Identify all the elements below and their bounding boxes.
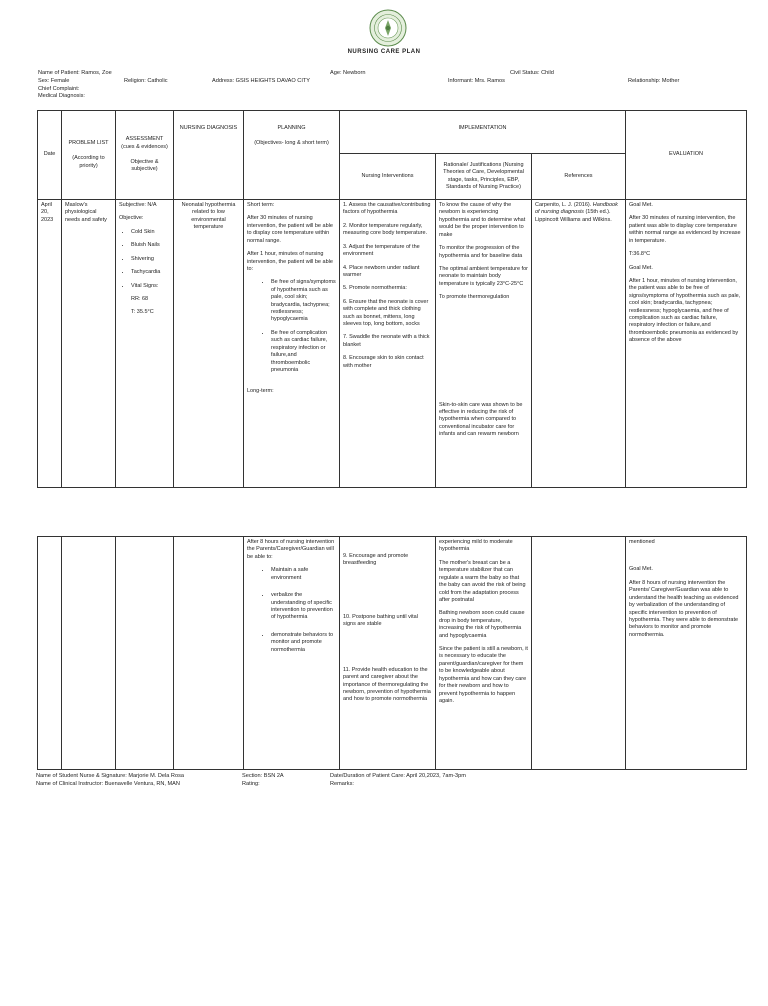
cell-diagnosis: Neonatal hypothermia related to low environmental temperature [174,200,244,488]
cell-evaluation: Goal Met. After 30 minutes of nursing intervention, the patient was able to display core temperature within normal range as evidenced by increase in temperature. T:36.8°C Goal Met. After 1 hour, minutes of nursing intervention, the patient was able to be free of signs/symptoms of hypothermia such as pale, cool skin; bradycardia, tachypnea; restlessness; hypoglycaemia, and free of complication such as cardiac failure, respiratory infection or failure,and thromboembolic pneumonia as evidenced by absence of the above [626,200,747,488]
cell-planning-cont: After 8 hours of nursing intervention the Parents/Caregiver/Guardian will be able to: • Maintain a safe environment • verbalize the understanding of specific intervention to prevention of hypothermia • demonstrate behaviors to monitor and promote normothermia [244,537,340,770]
cell-evaluation-cont: mentioned Goal Met. After 8 hours of nursing intervention the Parents/ Caregiver/Guardian was able to understand the health teaching as evidenced by verbalization of the understanding of specific intervention to prevention of hypothermia. They were able to demonstrate behaviors to monitor and promote normothermia. [626,537,747,770]
intervention-item: 6. Ensure that the neonate is cover with complete and thick clothing such as bonnet, mittens, long sleeves top, long bottom, socks [343,298,429,328]
care-plan-table [37,110,747,488]
cell-references-cont [532,537,626,770]
header-nursing-diagnosis: NURSING DIAGNOSIS [174,111,244,200]
cell-assessment: Subjective: N/A Objective: • Cold Skin • Bluish Nails • Shivering • Tachycardia • Vital Signs: RR: 68 T: 35.5°C [116,200,174,488]
rationale-item: The optimal ambient temperature for neonate to maintain body temperature is typically 23°C-25°C [439,265,528,287]
cell-problem-cont [62,537,116,770]
informant: Informant: Mrs. Ramos [448,78,505,84]
rationale-item: To monitor the progression of the hypothermia and for baseline data [439,245,523,259]
header-nursing-interventions: Nursing Interventions [340,154,436,200]
section: Section: BSN 2A [242,773,284,779]
cell-problem: Maslow's physiological needs and safety [62,200,116,488]
date-of-care: Date/Duration of Patient Care: April 20,2023, 7am-3pm [330,773,466,779]
rationale-item: To promote thermoregulation [439,294,510,301]
plan-item: • verbalize the understanding of specific intervention to prevention of hypothermia [271,592,336,622]
intervention-item: 4. Place newborn under radiant warmer [343,264,420,278]
cue-item: • Bluish Nails [131,242,170,249]
header-rationale: Rationale/ Justifications (Nursing Theories of Care, Developmental stage, tasks, Principles, EBP, Standards of Nursing Practice) [436,154,532,200]
cell-rationale [436,200,532,488]
patient-sex: Sex: Female [38,78,70,84]
cell-references: Carpenito, L. J. (2016). Handbook of nursing diagnosis (15th ed.). Lippincott Williams and Wilkins. [532,200,626,488]
plan-item: • Be free of signs/symptoms of hypothermia such as pale, cool skin; bradycardia, tachypnea; restlessness; hypoglycaemia [271,279,336,324]
cell-date: April 20, 2023 [38,200,62,488]
plan-item: • Maintain a safe environment [271,567,336,582]
header-date: Date [38,111,62,200]
clinical-instructor: Name of Clinical Instructor: Buenavelle Ventura, RN, MAN [36,781,180,787]
cell-rationale-cont [436,537,532,770]
header-planning: PLANNING (Objectives- long & short term) [244,111,340,200]
header-references: References [532,154,626,200]
cell-interventions [340,200,436,488]
header-implementation: IMPLEMENTATION [340,111,626,154]
rationale-item: The mother's breast can be a temperature stabilizer that can regulate a warm the baby so that the baby can avoid the risk of being cold from the adaptation process after postnatal [439,559,526,603]
cell-interventions-cont [340,537,436,770]
rating: Rating: [242,781,260,787]
intervention-item: 5. Promote normothermia: [343,285,407,292]
intervention-item: 8. Encourage skin to skin contact with mother [343,355,424,369]
intervention-item: 1. Assess the causative/contributing factors of hypothermia [343,202,431,216]
cue-item: • Shivering [131,256,170,263]
cue-item: • Cold Skin [131,229,170,236]
intervention-item: 2. Monitor temperature regularly, measuring core body temperature. [343,222,428,237]
intervention-item: 11. Provide health education to the parent and caregiver about the importance of thermoregulating the newborn, prevention of hypothermia and how to promote normothermia [343,666,431,703]
header-evaluation: EVALUATION [626,111,747,200]
rationale-item: Skin-to-skin care was shown to be effective in reducing the risk of hypothermia when compared to conventional incubator care for infants and can rewarm newborn [439,401,523,438]
school-seal-logo [369,9,407,47]
student-nurse: Name of Student Nurse & Signature: Marjorie M. Dela Rosa [36,773,184,779]
plan-item: • Be free of complication such as cardiac failure, respiratory infection or failure,and thromboembolic pneumonia [271,330,336,375]
patient-address: Address: GSIS HEIGHTS DAVAO CITY [212,78,311,84]
patient-religion: Religion: Catholic [124,78,168,84]
rationale-item: experiencing mild to moderate hypothermia [439,539,513,553]
patient-age: Age: Newborn [330,70,366,76]
medical-diagnosis: Medical Diagnosis: [38,93,85,99]
header-assessment: ASSESSMENT (cues & evidences) Objective & subjective) [116,111,174,200]
document-title: NURSING CARE PLAN [347,49,421,55]
relationship: Relationship: Mother [628,78,680,84]
header-problem-list: PROBLEM LIST (According to priority) [62,111,116,200]
cue-item: • Tachycardia [131,269,170,276]
care-plan-table-continued [37,536,747,770]
chief-complaint: Chief Complaint: [38,86,80,92]
rationale-item: To know the cause of why the newborn is experiencing hypothermia and to determine what would be the proper intervention to make [439,202,526,238]
intervention-item: 7. Swaddle the neonate with a thick blanket [343,334,430,348]
plan-item: • demonstrate behaviors to monitor and promote normothermia [271,632,336,654]
patient-name: Name of Patient: Ramos, Zoe [38,70,112,76]
cell-diagnosis-cont [174,537,244,770]
intervention-item: 10. Postpone bathing until vital signs are stable [343,613,418,628]
intervention-item: 9. Encourage and promote breastfeeding [343,553,409,567]
cell-planning: Short term: After 30 minutes of nursing intervention, the patient will be able to display core temperature within normal range. After 1 hour, minutes of nursing intervention, the patient will be able to: • Be free of signs/symptoms of hypothermia such as pale, cool skin; bradycardia, tachypnea; restlessness; hypoglycaemia • Be free of complication such as cardiac failure, respiratory infection or failure,and thromboembolic pneumonia Long-term: [244,200,340,488]
rationale-item: Bathing newborn soon could cause drop in body temperature, increasing the risk of hypothermia and hypoglycaemia [439,610,525,639]
vital-rr: RR: 68 [131,295,149,302]
cell-assessment-cont [116,537,174,770]
remarks: Remarks: [330,781,354,787]
cell-date-cont [38,537,62,770]
vital-temp: T: 35.5°C [131,309,154,316]
rationale-item: Since the patient is still a newborn, it is necessary to educate the parent/guardian/caregiver for them to be knowledgeable about hypothermia and how can they care for their newborn and how to prevent hypothermia to happen again. [439,646,528,705]
civil-status: Civil Status: Child [510,70,554,76]
intervention-item: 3. Adjust the temperature of the environment [343,243,420,258]
cue-item: • Vital Signs: [131,283,170,290]
